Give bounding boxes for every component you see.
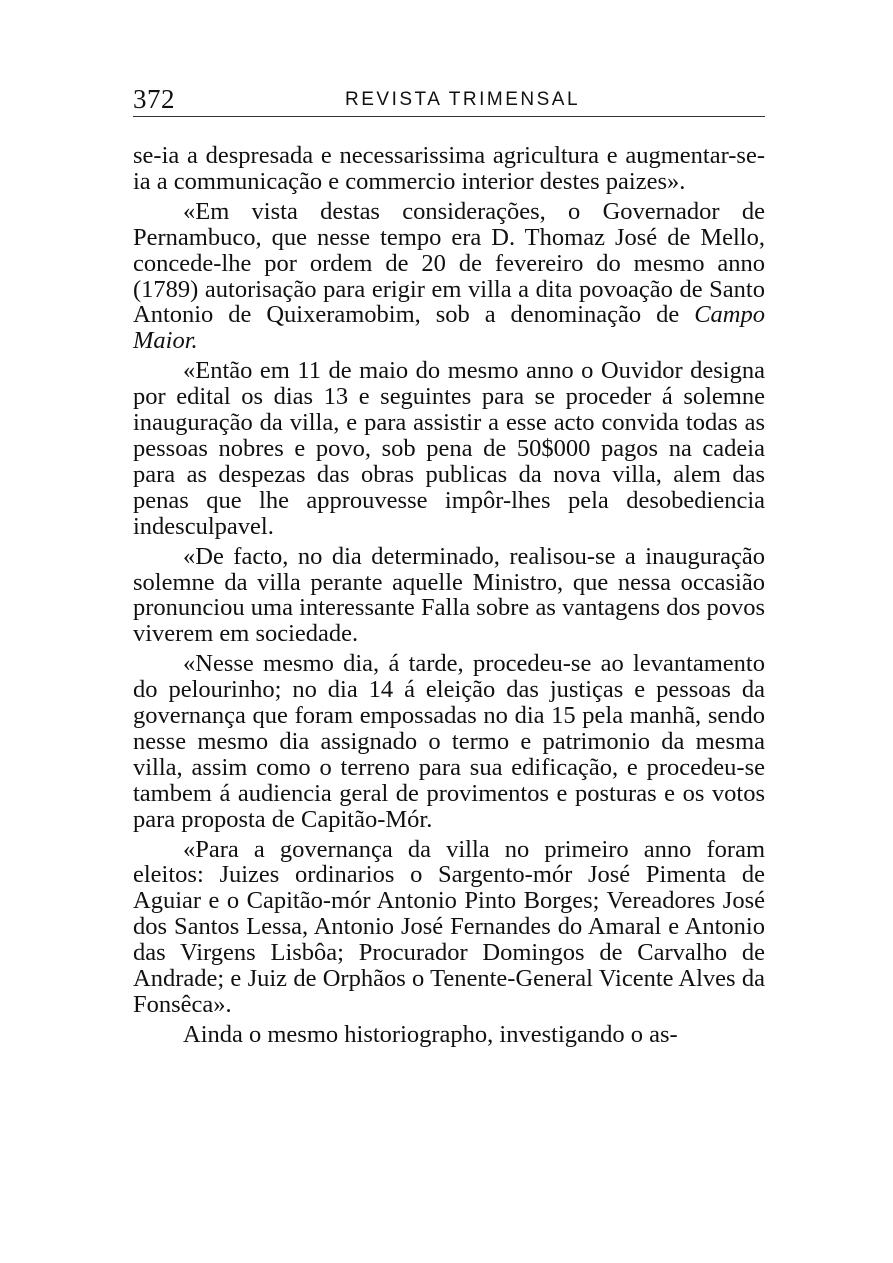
paragraph-continuation: se-ia a despresada e necessarissima agricultura e augmentar-se-ia a communicação e commercio interior destes paizes». [133,142,765,195]
paragraph-ouvidor-edict: «Então em 11 de maio do mesmo anno o Ouvidor designa por edital os dias 13 e seguintes para se proceder á solemne inauguração da villa, e para assistir a esse acto convida todas as pessoas nobres e povo, sob pena de 50$000 pagos na cadeia para as despezas das obras publicas da nova villa, alem das penas que lhe approuvesse impôr-lhes pela desobediencia indesculpavel. [133,357,765,540]
paragraph-historiographer: Ainda o mesmo historiographo, investigando o as- [183,1020,678,1048]
paragraph-inauguration: «De facto, no dia determinado, realisou-se a inauguração solemne da villa perante aquelle Ministro, que nessa occasião pronunciou uma interessante Falla sobre as vantagens dos povos viverem em sociedade. [133,542,765,648]
paragraph-governance: «Para a governança da villa no primeiro anno foram eleitos: Juizes ordinarios o Sargento-mór José Pimenta de Aguiar e o Capitão-mór Antonio Pinto Borges; Vereadores José dos Santos Lessa, Antonio José Fernandes do Amaral e Antonio das Virgens Lisbôa; Procurador Domingos de Carvalho de Andrade; e Juiz de Orphãos o Tenente-General Vicente Alves da Fonsêca». [133,835,765,1018]
page-number: 372 [133,84,175,114]
paragraph-pelourinho: «Nesse mesmo dia, á tarde, procedeu-se ao levantamento do pelourinho; no dia 14 á eleição das justiças e pessoas da governança que foram empossadas no dia 15 pela manhã, sendo nesse mesmo dia assignado o termo e patrimonio da mesma villa, assim como o terreno para sua edificação, e procedeu-se tambem á audiencia geral de provimentos e posturas e os votos para proposta de Capitão-Mór. [133,650,765,833]
journal-title: REVISTA TRIMENSAL [345,89,581,110]
header-rule [133,116,765,117]
running-head [133,84,765,124]
emphasized-name: Campo Maior. [133,301,765,355]
body-text [133,143,765,1052]
paragraph-text: «Em vista destas considerações, o Governador de Pernambuco, que nesse tempo era D. Thomaz José de Mello, concede-lhe por ordem de 20 de fevereiro do mesmo anno (1789) autorisação para erigir em villa a dita povoação de Santo Antonio de Quixeramobim, sob a denominação de [133,197,765,329]
paragraph-governor-authorization [133,199,765,354]
